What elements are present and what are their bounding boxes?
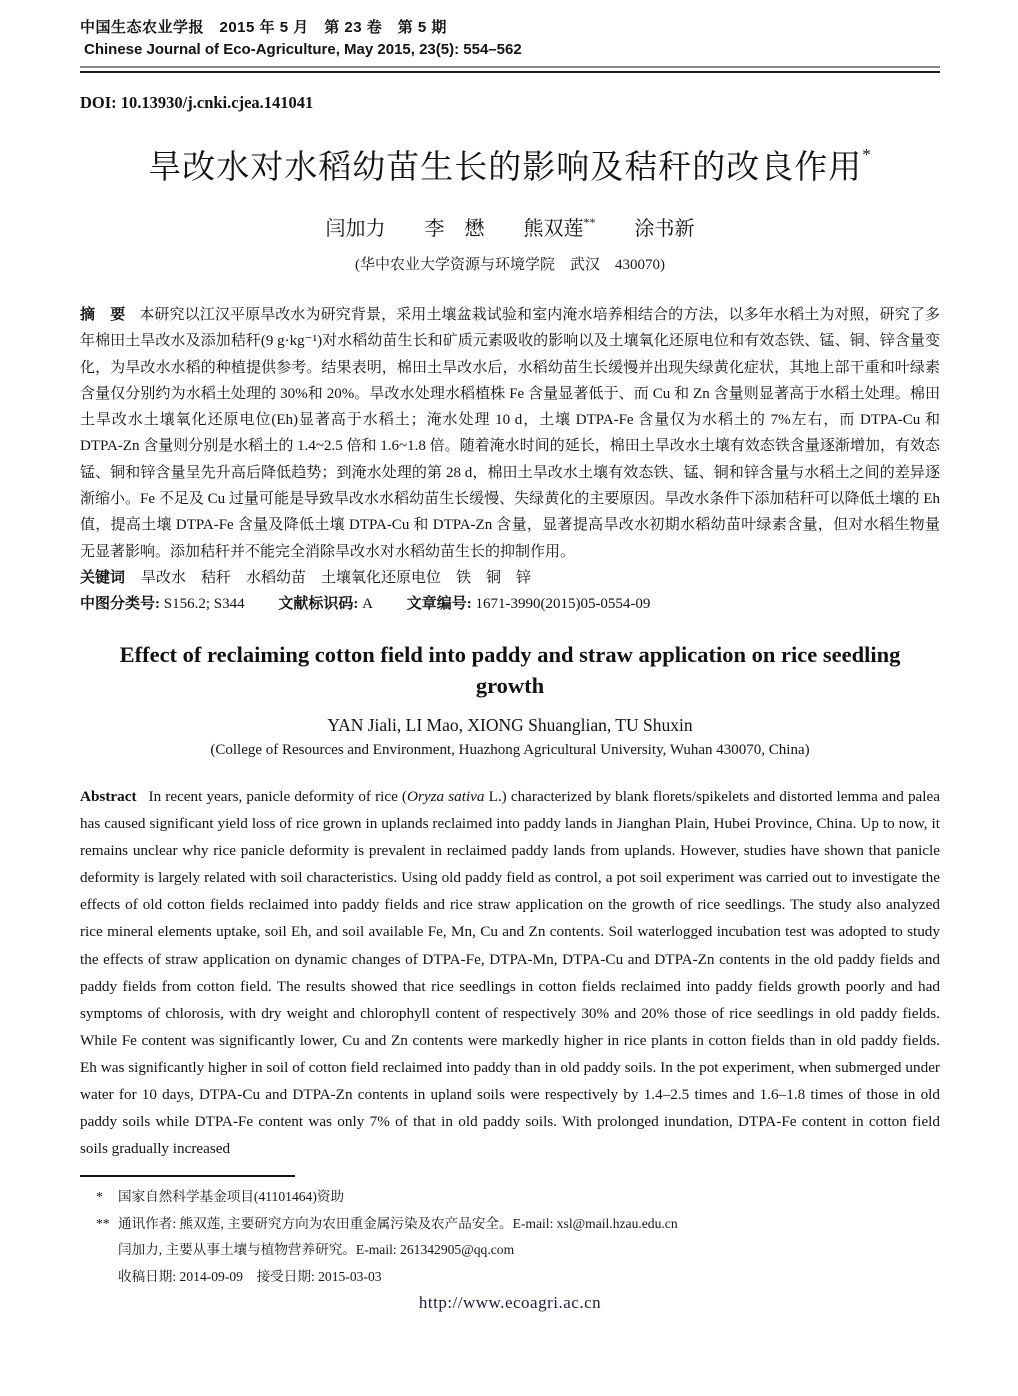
footnote-fund-text: 国家自然科学基金项目(41101464)资助 bbox=[118, 1189, 345, 1205]
author-zh-name: 熊双莲 bbox=[523, 218, 584, 240]
author-zh bbox=[635, 218, 695, 240]
author-zh-name: 涂书新 bbox=[634, 218, 695, 240]
paper-title-zh-text: 旱改水对水稻幼苗生长的影响及秸秆的改良作用 bbox=[148, 150, 863, 186]
footnote-corresponding-text: 通讯作者: 熊双莲, 主要研究方向为农田重金属污染及农产品安全。E-mail: xsl@mail.hzau.edu.cn bbox=[118, 1215, 678, 1231]
journal-header-zh: 中国生态农业学报 2015 年 5 月 第 23 卷 第 5 期 bbox=[80, 19, 447, 36]
author-zh bbox=[326, 218, 386, 240]
footnote-empty-marker bbox=[96, 1237, 118, 1264]
abstract-en-text-pre: In recent years, panicle deformity of rice ( bbox=[148, 787, 407, 805]
author-zh-sup: ** bbox=[583, 215, 596, 229]
clc-value: S156.2; S344 bbox=[160, 595, 245, 612]
clc-number bbox=[80, 596, 245, 612]
abstract-zh-label: 摘 要 bbox=[80, 307, 126, 323]
header-double-rule bbox=[80, 66, 940, 73]
affiliation-zh: (华中农业大学资源与环境学院 武汉 430070) bbox=[355, 257, 665, 273]
article-id-label: 文章编号: bbox=[406, 595, 472, 612]
author-zh-name: 闫加力 bbox=[325, 218, 386, 240]
paper-title-zh bbox=[80, 141, 940, 188]
clc-label: 中图分类号: bbox=[80, 595, 160, 612]
keywords-list: 旱改水 秸秆 水稻幼苗 土壤氧化还原电位 铁 铜 锌 bbox=[141, 569, 532, 586]
authors-zh bbox=[80, 212, 940, 241]
journal-header-en: Chinese Journal of Eco-Agriculture, May 2015, 23(5): 554–562 bbox=[84, 41, 522, 58]
footnote-empty-marker bbox=[96, 1264, 118, 1291]
classification-line bbox=[80, 591, 940, 617]
footnote-fund bbox=[96, 1184, 940, 1211]
author-zh bbox=[425, 218, 485, 240]
abstract-zh bbox=[80, 302, 940, 565]
abstract-en-label: Abstract bbox=[80, 787, 137, 805]
footer-journal-url: http://www.ecoagri.ac.cn bbox=[418, 1293, 602, 1313]
affiliation-en: (College of Resources and Environment, Huazhong Agricultural University, Wuhan 430070, China) bbox=[210, 741, 810, 758]
footnote-fund-marker: * bbox=[96, 1189, 103, 1205]
authors-en: YAN Jiali, LI Mao, XIONG Shuanglian, TU Shuxin bbox=[327, 714, 693, 735]
footnote-dates bbox=[96, 1264, 940, 1291]
article-id bbox=[407, 596, 651, 612]
abstract-en bbox=[80, 783, 940, 1162]
document-code-value: A bbox=[358, 595, 373, 612]
author-zh-name: 李 懋 bbox=[424, 218, 485, 240]
footnote-divider bbox=[80, 1175, 295, 1177]
article-id-value: 1671-3990(2015)05-0554-09 bbox=[471, 595, 651, 612]
footnote-first-author-text: 闫加力, 主要从事土壤与植物营养研究。E-mail: 261342905@qq.com bbox=[118, 1242, 515, 1258]
footnote-corresponding-author bbox=[96, 1211, 940, 1238]
footnote-corresponding-marker: ** bbox=[96, 1215, 110, 1231]
footnotes bbox=[80, 1184, 940, 1290]
doi-line: DOI: 10.13930/j.cnki.cjea.141041 bbox=[80, 93, 314, 112]
keywords-line bbox=[80, 565, 940, 591]
author-zh bbox=[523, 215, 596, 240]
abstract-en-text-post: L.) characterized by blank florets/spikelets and distorted lemma and palea has caused significant yield loss of rice grown in uplands reclaimed into paddy lands in Jianghan Plain, Hubei Province, China. Up to now, it remains unclear why rice panicle deformity is prevalent in reclaimed paddy lands from uplands. However, studies have shown that panicle deformity is largely related with soil characteristics. Using old paddy field as control, a pot soil experiment was carried out to investigate the effects of old cotton fields reclaimed into paddy fields and rice straw application on the growth of rice seedlings. The study also analyzed rice mineral elements uptake, soil Eh, and soil available Fe, Mn, Cu and Zn contents. Soil waterlogged incubation test was adopted to study the effects of straw application on dynamic changes of DTPA-Fe, DTPA-Mn, DTPA-Cu and DTPA-Zn contents in the old paddy fields and paddy fields from cotton field. The results showed that rice seedlings in cotton fields reclaimed into paddy fields growth poorly and had symptoms of chlorosis, with dry weight and chlorophyll content of respectively 30% and 20% those of rice seedlings in old paddy fields. While Fe content was significantly lower, Cu and Zn contents were markedly higher in rice plants in cotton fields than in old paddy fields. Eh was significantly higher in soil of cotton field reclaimed into paddy than in old paddy soils. In the pot experiment, when submerged under water for 10 days, DTPA-Cu and DTPA-Zn contents in upland soils were respectively by 1.4–2.5 times and 1.6–1.8 times of those in old paddy soils while DTPA-Fe content was only 7% of that in old paddy soils. With prolonged inundation, DTPA-Fe content in cotton field soils gradually increased bbox=[80, 787, 940, 1158]
abstract-zh-text: 本研究以江汉平原旱改水为研究背景，采用土壤盆栽试验和室内淹水培养相结合的方法，以多年水稻土为对照，研究了多年棉田土旱改水及添加秸秆(9 g·kg⁻¹)对水稻幼苗生长和矿质元素吸收的影响以及土壤氧化还原电位和有效态铁、锰、铜、锌含量变化，为旱改水水稻的种植提供参考。结果表明，棉田土旱改水后，水稻幼苗生长缓慢并出现失绿黄化症状，其地上部干重和叶绿素含量仅分别约为水稻土处理的 30%和 20%。旱改水处理水稻植株 Fe 含量显著低于、而 Cu 和 Zn 含量则显著高于水稻土处理。棉田土旱改水土壤氧化还原电位(Eh)显著高于水稻土；淹水处理 10 d，土壤 DTPA-Fe 含量仅为水稻土的 7%左右，而 DTPA-Cu 和 DTPA-Zn 含量则分别是水稻土的 1.4~2.5 倍和 1.6~1.8 倍。随着淹水时间的延长，棉田土旱改水土壤有效态铁含量逐渐增加，有效态锰、铜和锌含量呈先升高后降低趋势；到淹水处理的第 28 d，棉田土旱改水土壤有效态铁、锰、铜和锌含量与水稻土之间的差异逐渐缩小。Fe 不足及 Cu 过量可能是导致旱改水水稻幼苗生长缓慢、失绿黄化的主要原因。旱改水条件下添加秸秆可以降低土壤的 Eh 值，提高土壤 DTPA-Fe 含量及降低土壤 DTPA-Cu 和 DTPA-Zn 含量，显著提高旱改水初期水稻幼苗叶绿素含量，但对水稻生物量无显著影响。添加秸秆并不能完全消除旱改水对水稻幼苗生长的抑制作用。 bbox=[80, 307, 940, 560]
document-code bbox=[278, 596, 373, 612]
title-footnote-asterisk: * bbox=[862, 145, 872, 164]
footnote-dates-text: 收稿日期: 2014-09-09 接受日期: 2015-03-03 bbox=[118, 1268, 382, 1284]
species-name-italic: Oryza sativa bbox=[407, 787, 485, 805]
footnote-first-author bbox=[96, 1237, 940, 1264]
keywords-label: 关键词 bbox=[80, 569, 126, 586]
document-code-label: 文献标识码: bbox=[278, 595, 359, 612]
paper-title-en: Effect of reclaiming cotton field into paddy and straw application on rice seedling growth bbox=[119, 641, 901, 698]
